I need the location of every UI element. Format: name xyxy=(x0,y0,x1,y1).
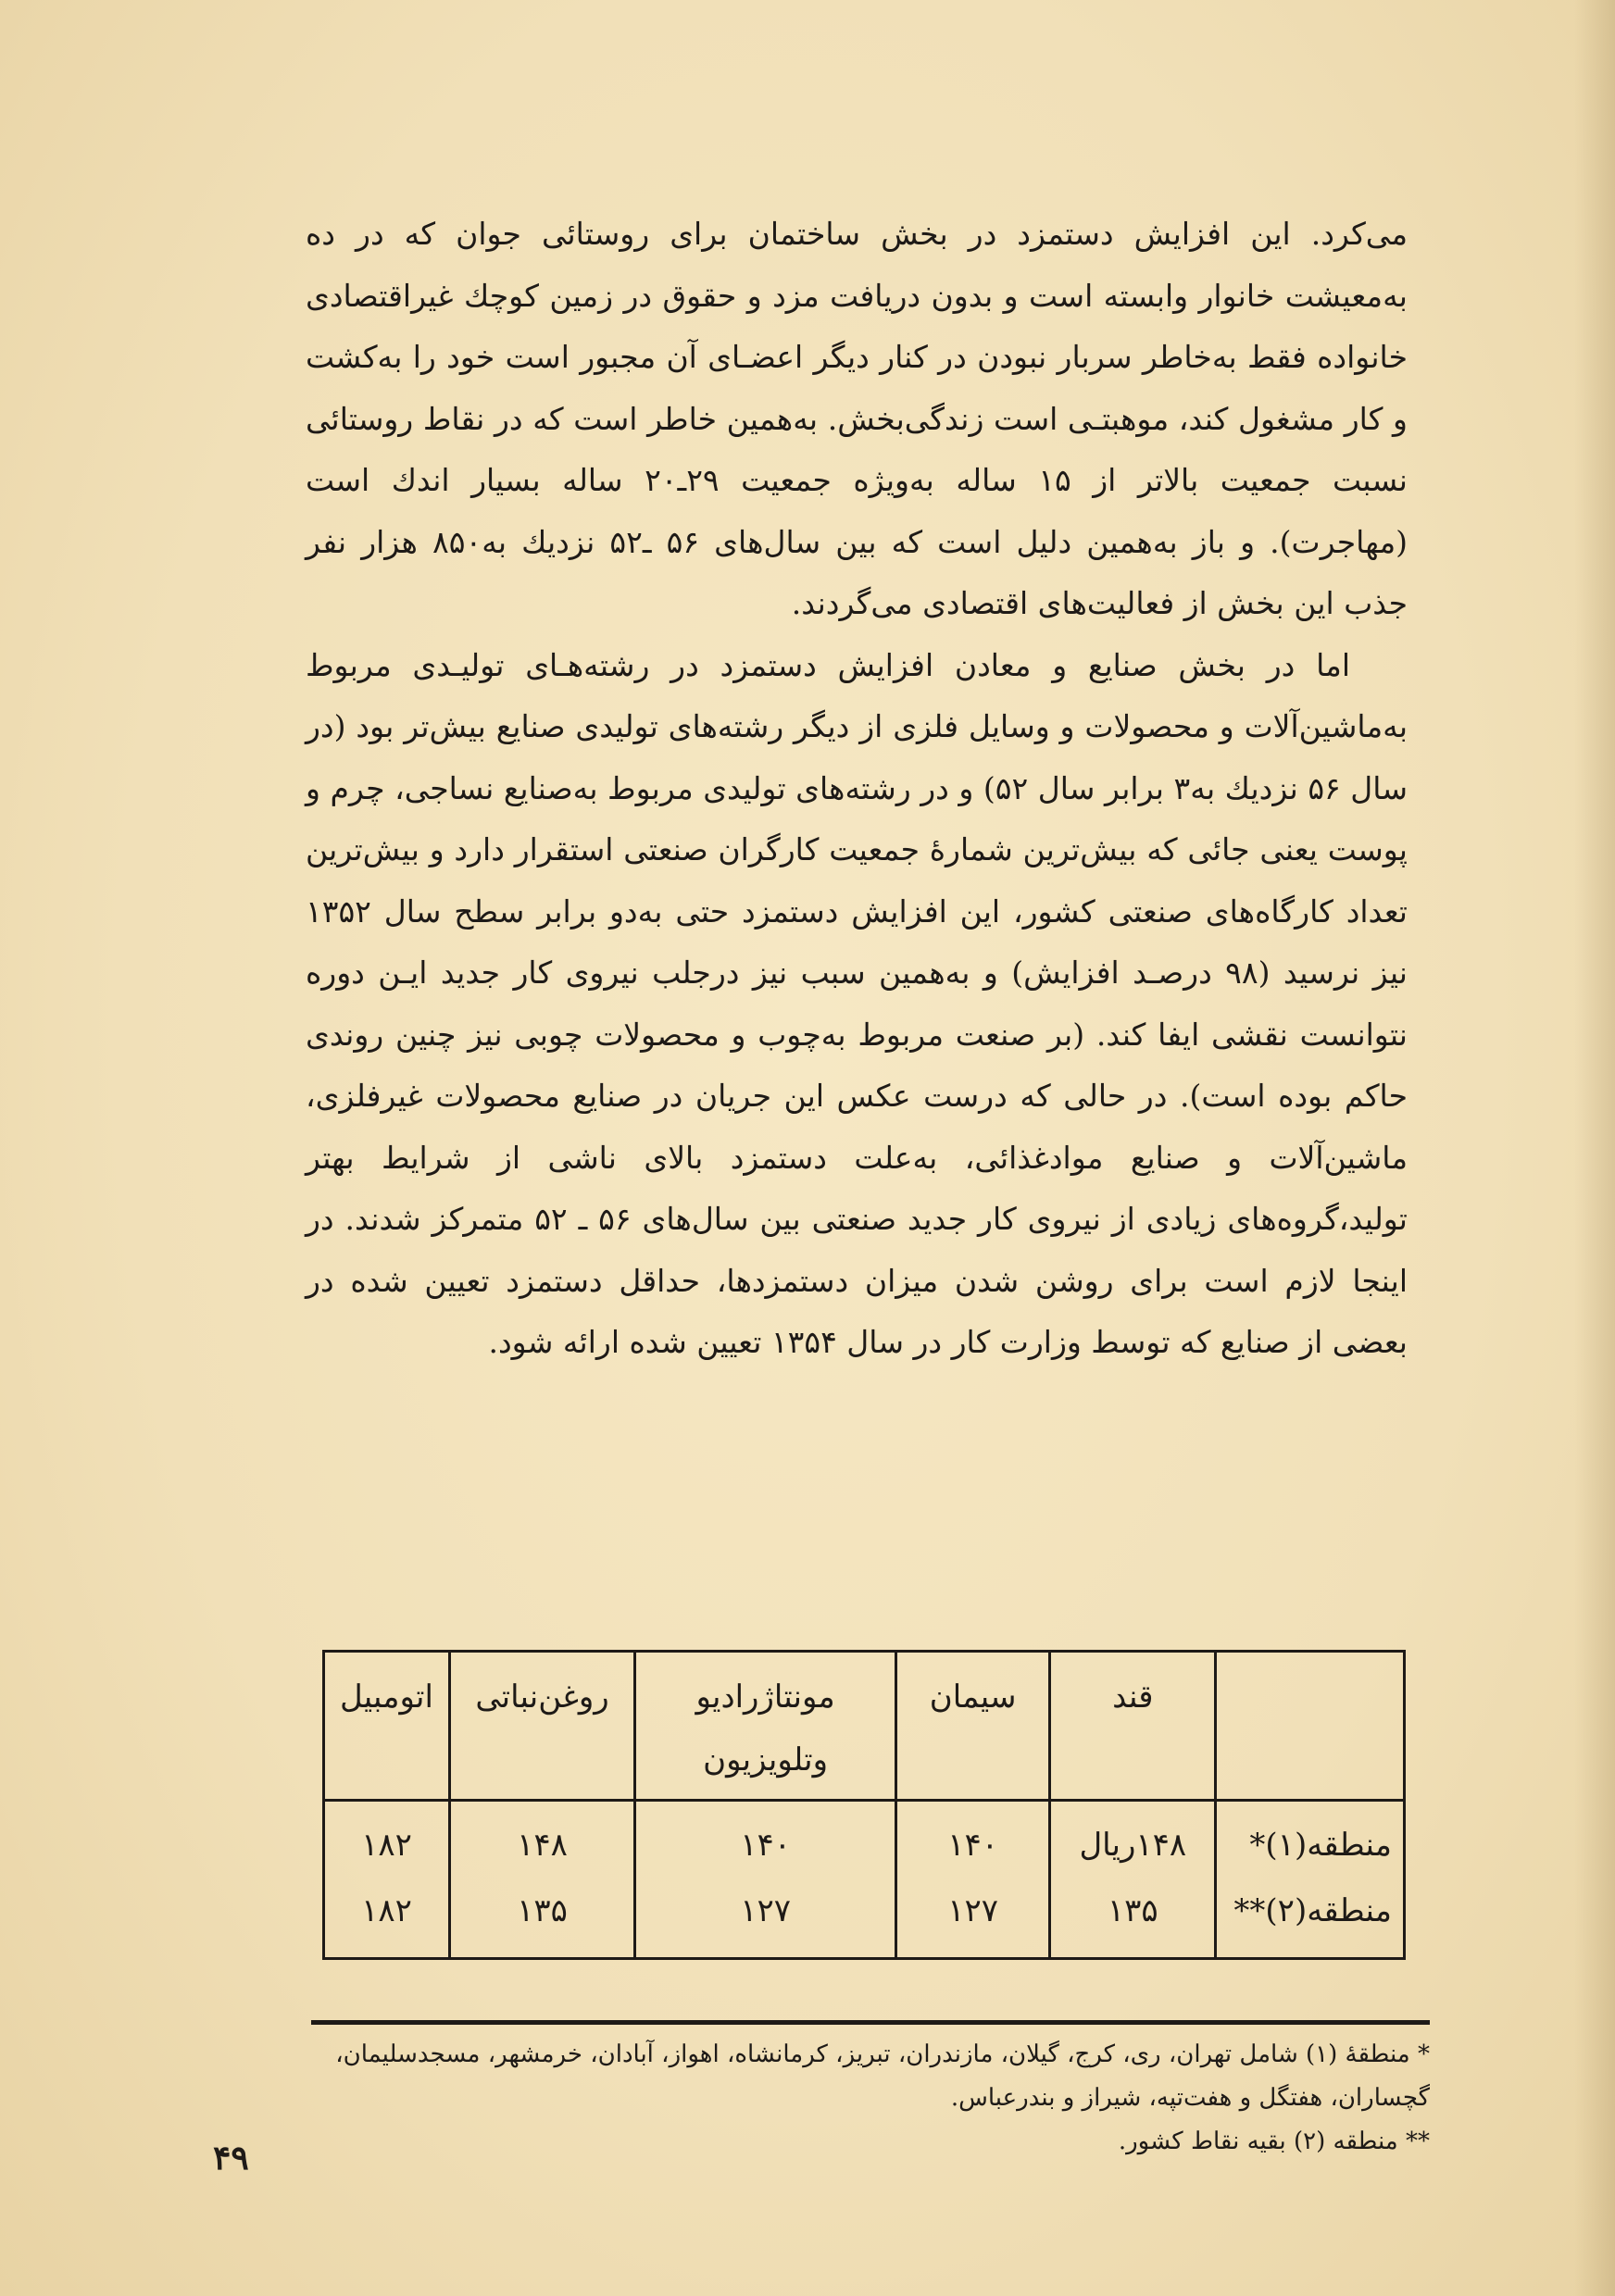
footnote-region-2: ** منطقه (۲) بقیه نقاط کشور. xyxy=(1118,2128,1430,2155)
table-row xyxy=(324,1801,1405,1878)
page-edge-shadow xyxy=(1574,0,1615,2296)
table-cell: ۱۲۷ xyxy=(896,1878,1050,1959)
table-header-sugar: قند xyxy=(1050,1652,1216,1801)
table-header-automobile: اتومبیل xyxy=(324,1652,450,1801)
footnote-separator xyxy=(311,2020,1430,2025)
table-cell: ۱۴۰ xyxy=(635,1801,896,1878)
table-cell: ۱۴۸ریال xyxy=(1050,1801,1216,1878)
footnotes xyxy=(306,2033,1430,2164)
table-header-cement: سیمان xyxy=(896,1652,1050,1801)
table-header-region xyxy=(1216,1652,1405,1801)
table-cell: ۱۳۵ xyxy=(449,1878,634,1959)
table-header-vegetable-oil: روغن‌نباتی xyxy=(449,1652,634,1801)
table-cell: ۱۸۲ xyxy=(324,1801,450,1878)
minimum-wage-table xyxy=(322,1650,1406,1960)
table-cell: ۱۳۵ xyxy=(1050,1878,1216,1959)
table-header-row xyxy=(324,1652,1405,1801)
table-row xyxy=(324,1878,1405,1959)
table-cell: منطقه(۲)** xyxy=(1216,1878,1405,1959)
table-cell: منطقه(۱)* xyxy=(1216,1801,1405,1878)
table-cell: ۱۴۰ xyxy=(896,1801,1050,1878)
table-cell: ۱۲۷ xyxy=(635,1878,896,1959)
page-number: ۴۹ xyxy=(213,2139,249,2177)
table-cell: ۱۴۸ xyxy=(449,1801,634,1878)
paragraph-2: اما در بخش صنایع و معادن افزایش دستمزد در رشته‌هـای تولیـدی مربوط به‌ماشین‌آلات و محصولات و وسایل فلزی از دیگر رشته‌های تولیدی صنایع بیش‌تر بود (در سال ۵۶ نزدیك به۳ برابر سال ۵۲) و در رشته‌های تولیدی مربوط به‌صنایع نساجی، چرم و پوست یعنی جائی که بیش‌ترین شمارهٔ جمعیت کارگران صنعتی استقرار دارد و بیش‌ترین تعداد کارگاه‌های صنعتی کشور، این افزایش دستمزد حتی به‌دو برابر سطح سال ۱۳۵۲ نیز نرسید (۹۸ درصـد افزایش) و به‌همین سبب نیز درجلب نیروی کار جدید ایـن دوره نتوانست نقشی ایفا کند. (بر صنعت مربوط به‌چوب و محصولات چوبی نیز چنین روندی حاکم بوده است). در حالی که درست عکس این جریان در صنایع محصولات غیرفلزی، ماشین‌آلات و صنایع موادغذائی، به‌علت دستمزد بالای ناشی از شرایط بهتر تولید،گروه‌های زیادی از نیروی کار جدید صنعتی بین سال‌های ۵۶ ـ ۵۲ متمرکز شدند. در اینجا لازم است برای روشن شدن میزان دستمزدها، حداقل دستمزد تعیین شده در بعضی از صنایع که توسط وزارت کار در سال ۱۳۵۴ تعیین شده ارائه شود. xyxy=(306,646,1408,1360)
footnote-region-1: * منطقهٔ (۱) شامل تهران، ری، کرج، گیلان، مازندران، تبریز، کرمانشاه، اهواز، آبادان، خرمشهر، مسجدسلیمان، گچساران، هفتگل و هفت‌تپه، شیراز و بندرعباس. xyxy=(335,2040,1430,2112)
table-header-radio-tv-assembly: مونتاژرادیو وتلویزیون xyxy=(635,1652,896,1801)
table-cell: ۱۸۲ xyxy=(324,1878,450,1959)
paragraph-1: می‌کرد. این افزایش دستمزد در بخش ساختمان برای روستائی جوان که در ده به‌معیشت خانوار وابسته است و بدون دریافت مزد و حقوق در زمین کوچك غیراقتصادی خانواده فقط به‌خاطر سربار نبودن در کنار دیگر اعضـای آن مجبور است خود را به‌کشت و کار مشغول کند، موهبتـی است زندگی‌بخش. به‌همین خاطر است که در نقاط روستائی نسبت جمعیت بالاتر از ۱۵ ساله به‌ویژه جمعیت ۲۹ـ۲۰ ساله بسیار اندك است (مهاجرت). و باز به‌همین دلیل است که بین سال‌های ۵۶ ـ۵۲ نزدیك به۸۵۰ هزار نفر جذب این بخش از فعالیت‌های اقتصادی می‌گردند. xyxy=(306,216,1408,621)
body-text xyxy=(306,204,1408,1374)
